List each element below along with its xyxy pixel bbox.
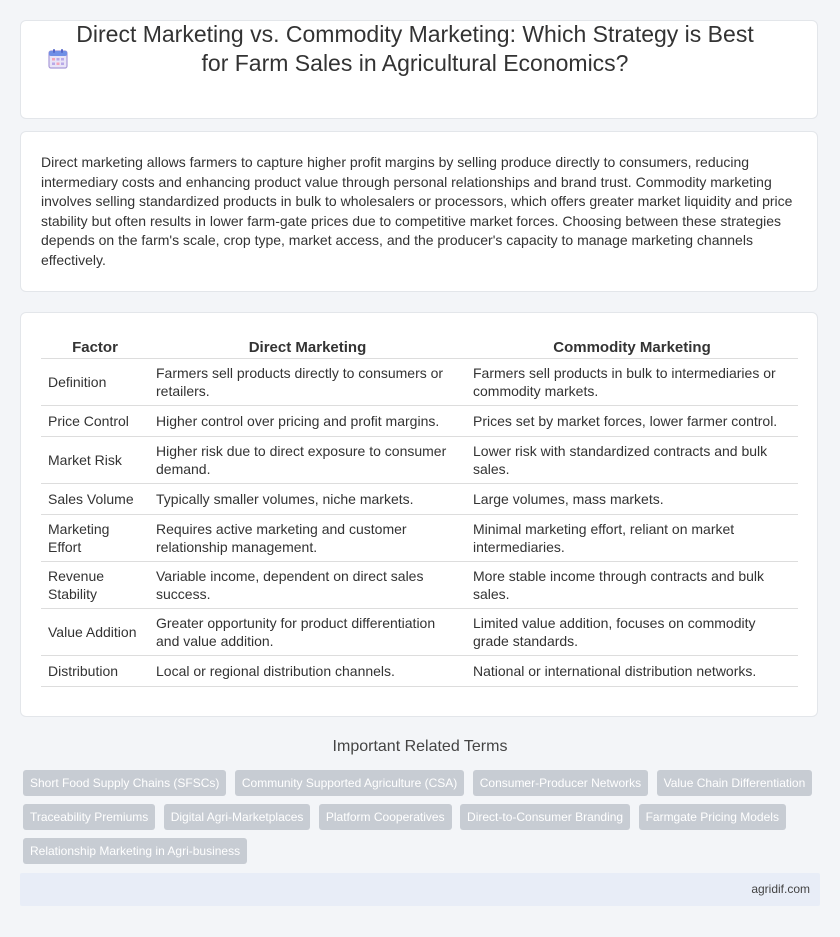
cell-commodity: National or international distribution networks. [466, 656, 798, 687]
footer-site-link[interactable]: agridif.com [751, 882, 810, 896]
cell-direct: Variable income, dependent on direct sales success. [149, 562, 466, 609]
cell-commodity: Lower risk with standardized contracts and bulk sales. [466, 437, 798, 484]
table-row [41, 656, 798, 687]
page-title: Direct Marketing vs. Commodity Marketing: Which Strategy is Best for Farm Sales in Agricultural Economics? [76, 21, 754, 76]
title-wrap [40, 20, 760, 78]
related-tag[interactable]: Digital Agri-Marketplaces [164, 804, 311, 830]
table-row [41, 609, 798, 656]
cell-direct: Requires active marketing and customer relationship management. [149, 515, 466, 562]
cell-factor: Value Addition [41, 609, 149, 656]
comparison-card [20, 312, 818, 717]
comparison-table [41, 333, 798, 687]
related-tag[interactable]: Platform Cooperatives [319, 804, 452, 830]
related-tags [23, 770, 823, 872]
header-direct: Direct Marketing [149, 333, 466, 359]
cell-commodity: Limited value addition, focuses on commodity grade standards. [466, 609, 798, 656]
cell-factor: Marketing Effort [41, 515, 149, 562]
cell-direct: Farmers sell products directly to consumers or retailers. [149, 359, 466, 406]
cell-factor: Price Control [41, 406, 149, 437]
related-tag[interactable]: Farmgate Pricing Models [639, 804, 786, 830]
cell-factor: Revenue Stability [41, 562, 149, 609]
cell-factor: Distribution [41, 656, 149, 687]
related-tag[interactable]: Community Supported Agriculture (CSA) [235, 770, 464, 796]
table-row [41, 515, 798, 562]
table-row [41, 406, 798, 437]
cell-direct: Local or regional distribution channels. [149, 656, 466, 687]
cell-commodity: Farmers sell products in bulk to intermediaries or commodity markets. [466, 359, 798, 406]
related-tag[interactable]: Relationship Marketing in Agri-business [23, 838, 247, 864]
footer [20, 873, 820, 906]
cell-commodity: More stable income through contracts and bulk sales. [466, 562, 798, 609]
related-tag[interactable]: Short Food Supply Chains (SFSCs) [23, 770, 226, 796]
cell-direct: Greater opportunity for product differentiation and value addition. [149, 609, 466, 656]
related-tag[interactable]: Consumer-Producer Networks [473, 770, 648, 796]
cell-commodity: Large volumes, mass markets. [466, 484, 798, 515]
related-tag[interactable]: Traceability Premiums [23, 804, 155, 830]
cell-direct: Typically smaller volumes, niche markets. [149, 484, 466, 515]
related-tag[interactable]: Value Chain Differentiation [657, 770, 813, 796]
related-tag[interactable]: Direct-to-Consumer Branding [460, 804, 630, 830]
table-row [41, 562, 798, 609]
intro-card [20, 131, 818, 292]
header-factor: Factor [41, 333, 149, 359]
cell-factor: Definition [41, 359, 149, 406]
related-terms-title: Important Related Terms [332, 738, 508, 755]
intro-paragraph: Direct marketing allows farmers to capture higher profit margins by selling produce directly to consumers, reducing intermediary costs and enhancing product value through personal relationships and brand trust. Commodity marketing involves selling standardized products in bulk to wholesalers or processors, which offers greater market liquidity and price stability but often results in lower farm-gate prices due to competitive market forces. Choosing between these strategies depends on the farm's scale, crop type, market access, and the producer's capacity to manage marketing channels effectively. [41, 154, 793, 268]
table-header-row [41, 333, 798, 359]
header-commodity: Commodity Marketing [466, 333, 798, 359]
table-row [41, 359, 798, 406]
cell-direct: Higher risk due to direct exposure to consumer demand. [149, 437, 466, 484]
cell-commodity: Minimal marketing effort, reliant on market intermediaries. [466, 515, 798, 562]
table-row [41, 484, 798, 515]
cell-commodity: Prices set by market forces, lower farmer control. [466, 406, 798, 437]
cell-direct: Higher control over pricing and profit margins. [149, 406, 466, 437]
cell-factor: Sales Volume [41, 484, 149, 515]
cell-factor: Market Risk [41, 437, 149, 484]
table-row [41, 437, 798, 484]
